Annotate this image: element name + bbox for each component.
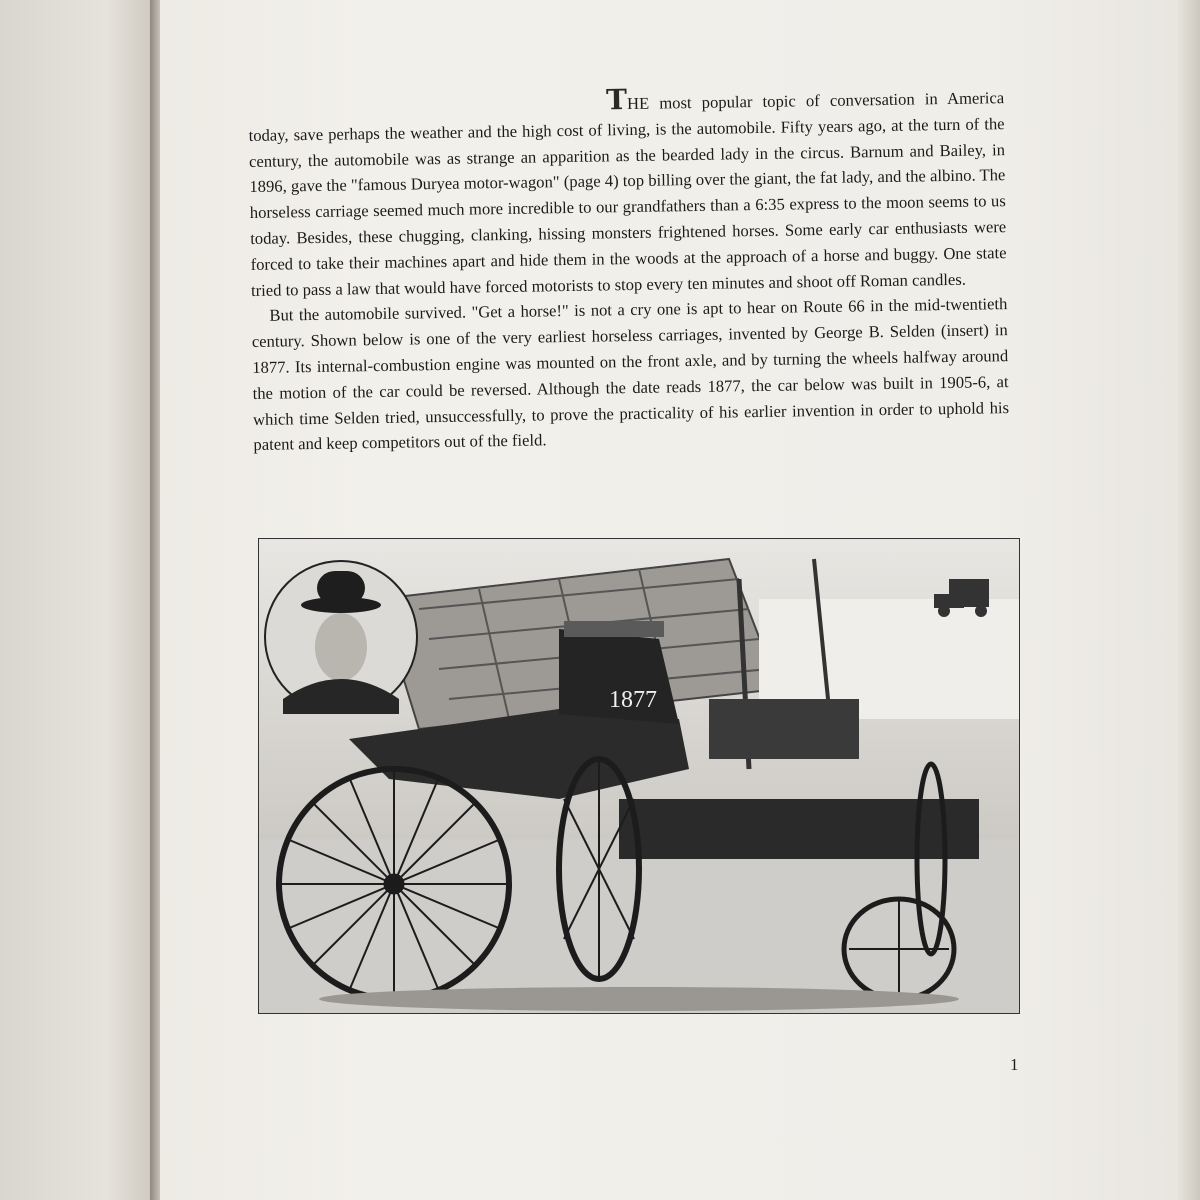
body-text — [248, 84, 1010, 458]
paragraph-1-text: America today, save perhaps the weather and the high cost of living, is the automobile. Fifty years ago, at the turn of the century, the automobile was as strange an apparition as the bearded lady in the circus. Barnum and Bailey, in 1896, gave the "famous Duryea motor-wagon" (page 4) top billing over the giant, the fat lady, and the albino. The horseless carriage seemed much more incredible to our grandfathers than a 6:35 express to the moon seems to us today. Besides, these chugging, clanking, hissing monsters frightened horses. Some early car enthusiasts were forced to take their machines apart and hide them in the woods at the approach of a horse and buggy. One state tried to pass a law that would have forced motorists to stop every ten minutes and shoot off Roman candles. — [248, 88, 1007, 300]
page-number: 1 — [1010, 1055, 1019, 1074]
paragraph-1 — [248, 84, 1007, 303]
rear-wheel — [279, 769, 509, 999]
drop-cap: T — [605, 83, 628, 117]
photo-illustration — [259, 539, 1019, 1013]
car-date-plate: 1877 — [609, 687, 657, 713]
car-shadow — [319, 987, 959, 1011]
first-line-text: HE most popular topic of conversation in — [626, 89, 938, 114]
page-edge-stack — [1178, 0, 1200, 1200]
left-page — [0, 0, 152, 1200]
first-line — [248, 83, 938, 119]
selden-portrait — [265, 561, 417, 714]
paragraph-2: But the automobile survived. "Get a horse!" is not a cry one is apt to hear on Route 66 in the mid-twentieth century. Shown below is one of the very earliest horseless carriages, invented by George B. Selden (insert) in 1877. Its internal-combustion engine was mounted on the front axle, and by turning the wheels halfway around the motion of the car could be reversed. Although the date reads 1877, the car below was built in 1905-6, at which time Selden tried, unsuccessfully, to prove the practicality of his earlier invention in order to uphold his patent and keep competitors out of the field. — [251, 294, 1010, 455]
selden-car-photo — [258, 538, 1020, 1014]
